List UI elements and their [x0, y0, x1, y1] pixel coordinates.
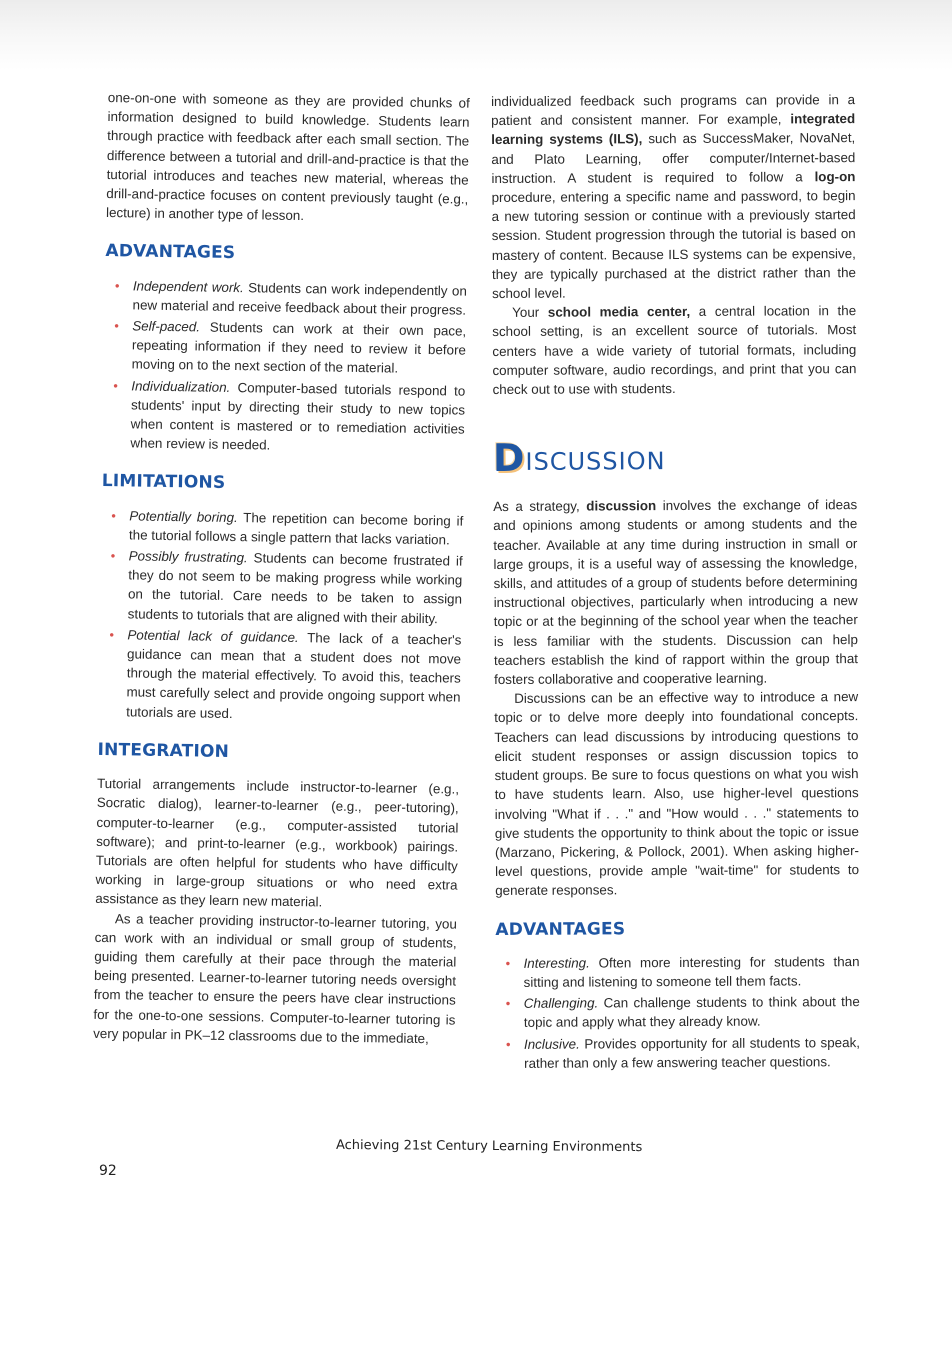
integration-paragraph-2: As a teacher providing instructor-to-learner tutoring, you can work with an individual or small group of students, guiding them carefully at their pace through the material being presented. Learner-to-learner tutoring needs oversight from the teacher to ensure the peers have clear instructions for the one-to-one sessions. Computer-to-learner tutoring is very popular in PK–12 classrooms due to the immediate,: [93, 910, 458, 1046]
page-number: 92: [99, 1163, 117, 1179]
limitations-list: [98, 506, 463, 727]
bullet-icon: •: [110, 548, 116, 564]
bullet-icon: •: [505, 1036, 511, 1052]
list-item: • Challenging. Can challenge students to think about the topic and apply what they already know.: [505, 994, 860, 1031]
list-item: • Self-paced. Students can work at their own pace, repeating information if they need to review it before moving on to the next section of the material.: [114, 318, 467, 377]
list-item: • Independent work. Students can work independently on new material and receive feedback about their progress.: [114, 277, 467, 318]
discussion-paragraph-1: As a strategy, discussion involves the exchange of ideas and opinions among students or among students and the teacher. Available at any time during instruction in small or large groups, it is a useful way of assessing the knowledge, skills, and attitudes of a group of students before determining instructional objectives, particularly when introducing a new topic or at the beginning of the school year when the teacher is less familiar with the students. Discussion can help teachers establish the kind of rapport within the group that fosters collaborative and cooperative learning.: [493, 497, 859, 688]
bullet-icon: •: [505, 955, 511, 971]
bullet-icon: •: [111, 507, 116, 523]
bullet-icon: •: [505, 996, 511, 1012]
bullet-icon: •: [109, 626, 115, 643]
advantages-list: [102, 276, 467, 458]
left-column: [93, 88, 470, 1049]
limitations-heading: LIMITATIONS: [101, 471, 226, 494]
discussion-advantages-list: [496, 952, 861, 1073]
bullet-icon: •: [113, 377, 119, 393]
ils-paragraph: individualized feedback such programs can provide in a patient and consistent manner. For example, integrated learning systems (ILS), such as SuccessMaker, NovaNet, and Plato Learning, offer computer/Internet-based instruction. A student is required to follow a log-on procedure, entering a specific name and password, to begin a new tutoring session or continue with a previously started session. Student progression through the tutorial is based on mastery of content. Because ILS systems can be expensive, they are typically purchased at the district rather than the school level.: [491, 92, 856, 302]
discussion-paragraph-2: Discussions can be an effective way to introduce a new topic or to delve more deeply into foundational concepts. Teachers can lead discussions by introducing questions to elicit student responses or assign discussion topics to student groups. Be sure to focus questions on what you wish to have students learn. Also, use higher-level questions involving "What if . . ." and "How would . . ." statements to give students the opportunity to think about the topic or issue (Marzano, Pickering, & Pollock, 2001). When asking higher-level questions, provide ample "wait-time" for students to generate responses.: [494, 689, 860, 899]
book-title-footer: Achieving 21st Century Learning Environments: [335, 1137, 643, 1156]
scan-shadow: [0, 0, 952, 70]
integration-heading: INTEGRATION: [97, 739, 230, 762]
integration-paragraph-1: Tutorial arrangements include instructor-to-learner (e.g., Socratic dialog), learner-to-learner (e.g., peer-tutoring), computer-to-learner (e.g., computer-assisted tutorial software); and print-to-learner (e.g., workbook) pairings. Tutorials are often helpful for students who have difficulty working in large-group situations or who need extra assistance as they learn new material.: [95, 776, 460, 910]
drop-letter: D: [492, 436, 525, 481]
list-item: • Interesting. Often more interesting for students than sitting and listening to someone tell them facts.: [505, 953, 860, 990]
bullet-icon: •: [114, 277, 120, 293]
media-center-paragraph: Your school media center, a central location in the school setting, is an excellent source of tutorials. Most centers have a wide variety of tutorial formats, including computer software, audio recordings, and print that you can check out to use with students.: [492, 303, 857, 398]
list-item: • Potential lack of guidance. The lack of a teacher's guidance can mean that a student does not move through the material effectively. To avoid this, teachers must carefully select and provide ongoing support when tutorials are used.: [109, 626, 462, 721]
discussion-advantages-heading: ADVANTAGES: [495, 918, 626, 940]
list-item: • Inclusive. Provides opportunity for all students to speak, rather than only a few answering teacher questions.: [505, 1034, 861, 1071]
advantages-heading: ADVANTAGES: [105, 241, 236, 264]
bullet-icon: •: [114, 318, 119, 334]
intro-paragraph: one-on-one with someone as they are provided chunks of information designed to build knowledge. Students learn through practice with feedback after each small section. The difference between a tutorial and drill-and-practice is that the tutorial introduces and teaches new material, whereas the drill-and-practice focuses on content previously taught (e.g., lecture) in another type of lesson.: [105, 89, 470, 224]
list-item: • Individualization. Computer-based tutorials respond to students' input by directing their study to new topics when content is mastered or to remediation activities when review is needed.: [113, 377, 466, 453]
discussion-heading: D ISCUSSION: [492, 436, 666, 481]
right-column: [491, 90, 860, 1075]
list-item: • Potentially boring. The repetition can become boring if the tutorial follows a single pattern that lacks variation.: [111, 507, 464, 548]
list-item: • Possibly frustrating. Students can become frustrated if they do not seem to be making progress while working on the tutorial. Care needs to be taken to assign students to tutorials that are aligned with their ability.: [110, 548, 463, 626]
